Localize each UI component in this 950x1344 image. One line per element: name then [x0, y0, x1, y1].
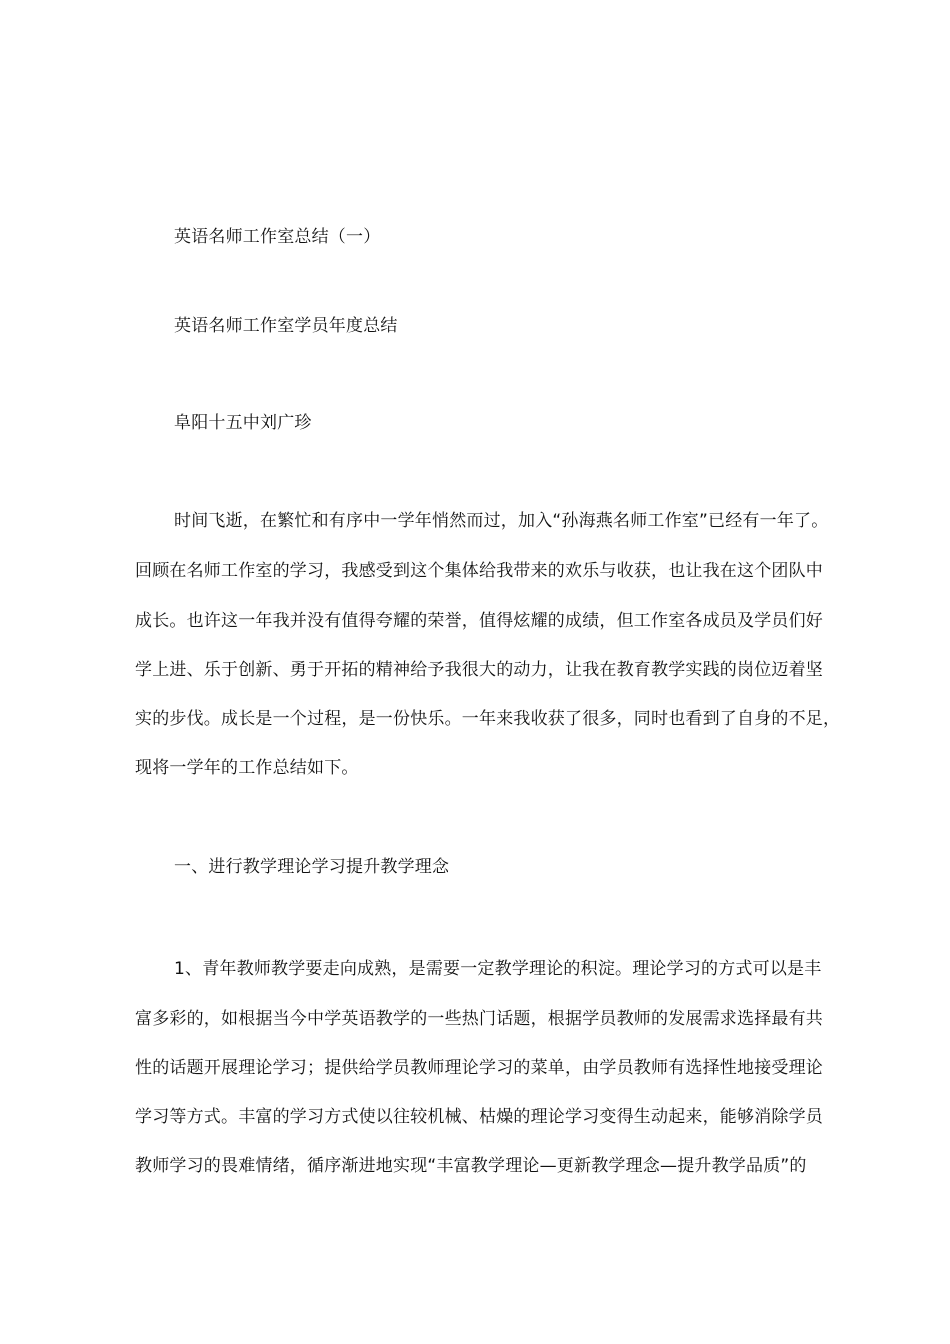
paragraph-line: 实的步伐。成长是一个过程，是一份快乐。一年来我收获了很多，同时也看到了自身的不足，: [135, 709, 841, 729]
paragraph-line: 性的话题开展理论学习；提供给学员教师理论学习的菜单，由学员教师有选择性地接受理论: [135, 1058, 823, 1078]
author-line: 阜阳十五中刘广珍: [174, 413, 312, 433]
paragraph-line: 富多彩的，如根据当今中学英语教学的一些热门话题，根据学员教师的发展需求选择最有共: [135, 1009, 823, 1029]
paragraph-line: 1、青年教师教学要走向成熟，是需要一定教学理论的积淀。理论学习的方式可以是丰: [174, 959, 822, 979]
paragraph-line: 现将一学年的工作总结如下。: [135, 758, 359, 778]
paragraph-line: 学习等方式。丰富的学习方式使以往较机械、枯燥的理论学习变得生动起来，能够消除学员: [135, 1107, 823, 1127]
document-title: 英语名师工作室总结（一）: [174, 227, 381, 247]
paragraph-line: 成长。也许这一年我并没有值得夸耀的荣誉，值得炫耀的成绩，但工作室各成员及学员们好: [135, 611, 823, 631]
paragraph-line: 时间飞逝，在繁忙和有序中一学年悄然而过，加入“孙海燕名师工作室”已经有一年了。: [174, 511, 829, 531]
paragraph-line: 回顾在名师工作室的学习，我感受到这个集体给我带来的欢乐与收获，也让我在这个团队中: [135, 561, 823, 581]
section-heading: 一、进行教学理论学习提升教学理念: [174, 857, 450, 877]
paragraph-line: 学上进、乐于创新、勇于开拓的精神给予我很大的动力，让我在教育教学实践的岗位迈着坚: [135, 660, 823, 680]
paragraph-line: 教师学习的畏难情绪，循序渐进地实现“丰富教学理论—更新教学理念—提升教学品质”的: [135, 1156, 807, 1176]
document-subtitle: 英语名师工作室学员年度总结: [174, 316, 398, 336]
